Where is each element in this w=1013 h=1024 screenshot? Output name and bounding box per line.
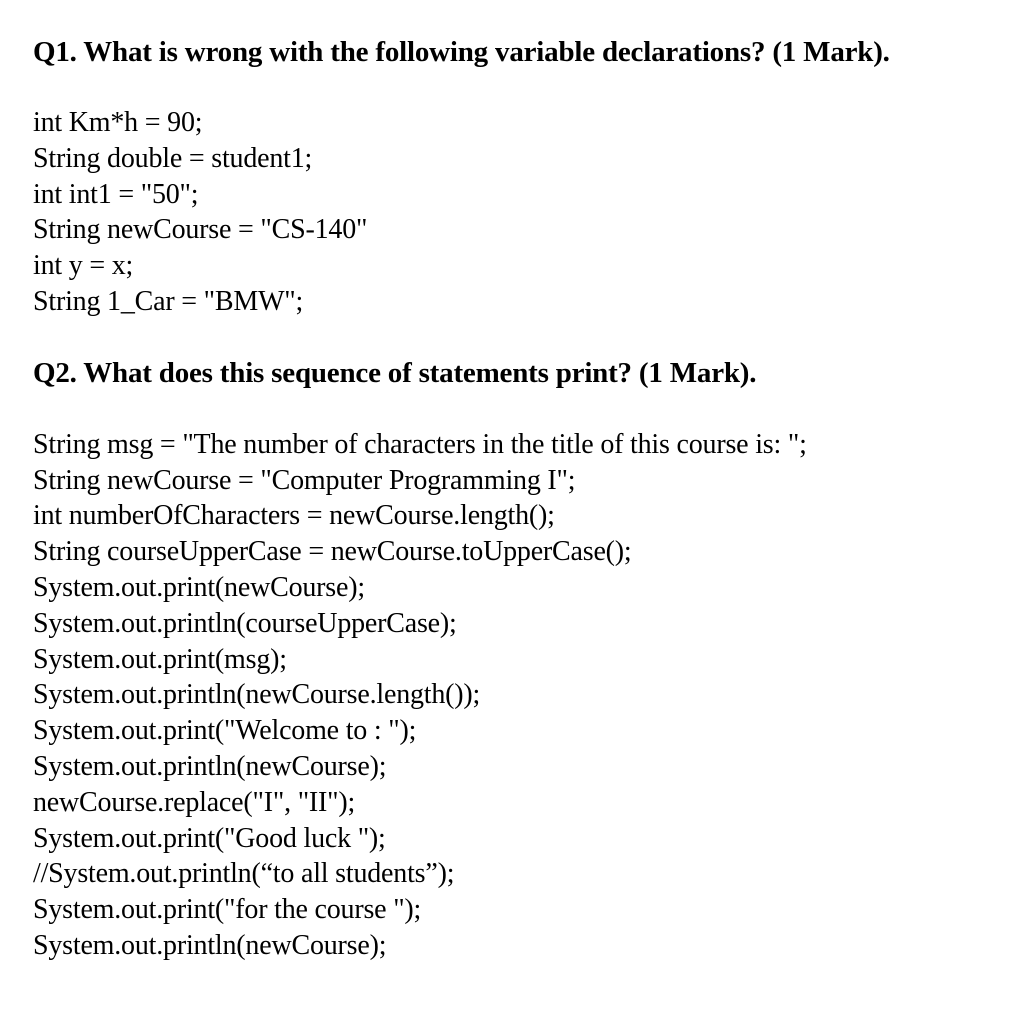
code-line: String newCourse = "Computer Programming I"; [33, 464, 576, 496]
code-line: System.out.print("for the course "); [33, 894, 422, 926]
code-line: //System.out.println(“to all students”); [33, 858, 455, 890]
question-2-title: Q2. What does this sequence of statements print? (1 Mark). [33, 356, 757, 389]
code-line: System.out.print("Welcome to : "); [33, 715, 417, 747]
code-line: System.out.print("Good luck "); [33, 822, 386, 854]
code-line: int numberOfCharacters = newCourse.length(); [33, 500, 555, 532]
code-line: System.out.println(newCourse); [33, 750, 387, 782]
code-line: String 1_Car = "BMW"; [33, 285, 304, 317]
code-line: System.out.println(newCourse); [33, 929, 387, 961]
code-line: int Km*h = 90; [33, 107, 203, 138]
code-line: String double = student1; [33, 142, 313, 174]
code-line: System.out.println(newCourse.length()); [33, 679, 481, 711]
code-line: int y = x; [33, 250, 134, 282]
code-line: System.out.print(newCourse); [33, 571, 365, 603]
question-2-code-block [33, 427, 1013, 964]
code-line: String courseUpperCase = newCourse.toUpperCase(); [33, 536, 632, 568]
code-line: String msg = "The number of characters in the title of this course is: "; [33, 428, 807, 460]
code-line: int int1 = "50"; [33, 178, 199, 210]
question-1-title: Q1. What is wrong with the following variable declarations? (1 Mark). [33, 36, 890, 68]
code-line: System.out.println(courseUpperCase); [33, 607, 457, 639]
code-line: System.out.print(msg); [33, 643, 287, 675]
code-line: newCourse.replace("I", "II"); [33, 786, 356, 818]
code-line: String newCourse = "CS-140" [33, 214, 368, 246]
question-1-code-block [33, 105, 1013, 320]
